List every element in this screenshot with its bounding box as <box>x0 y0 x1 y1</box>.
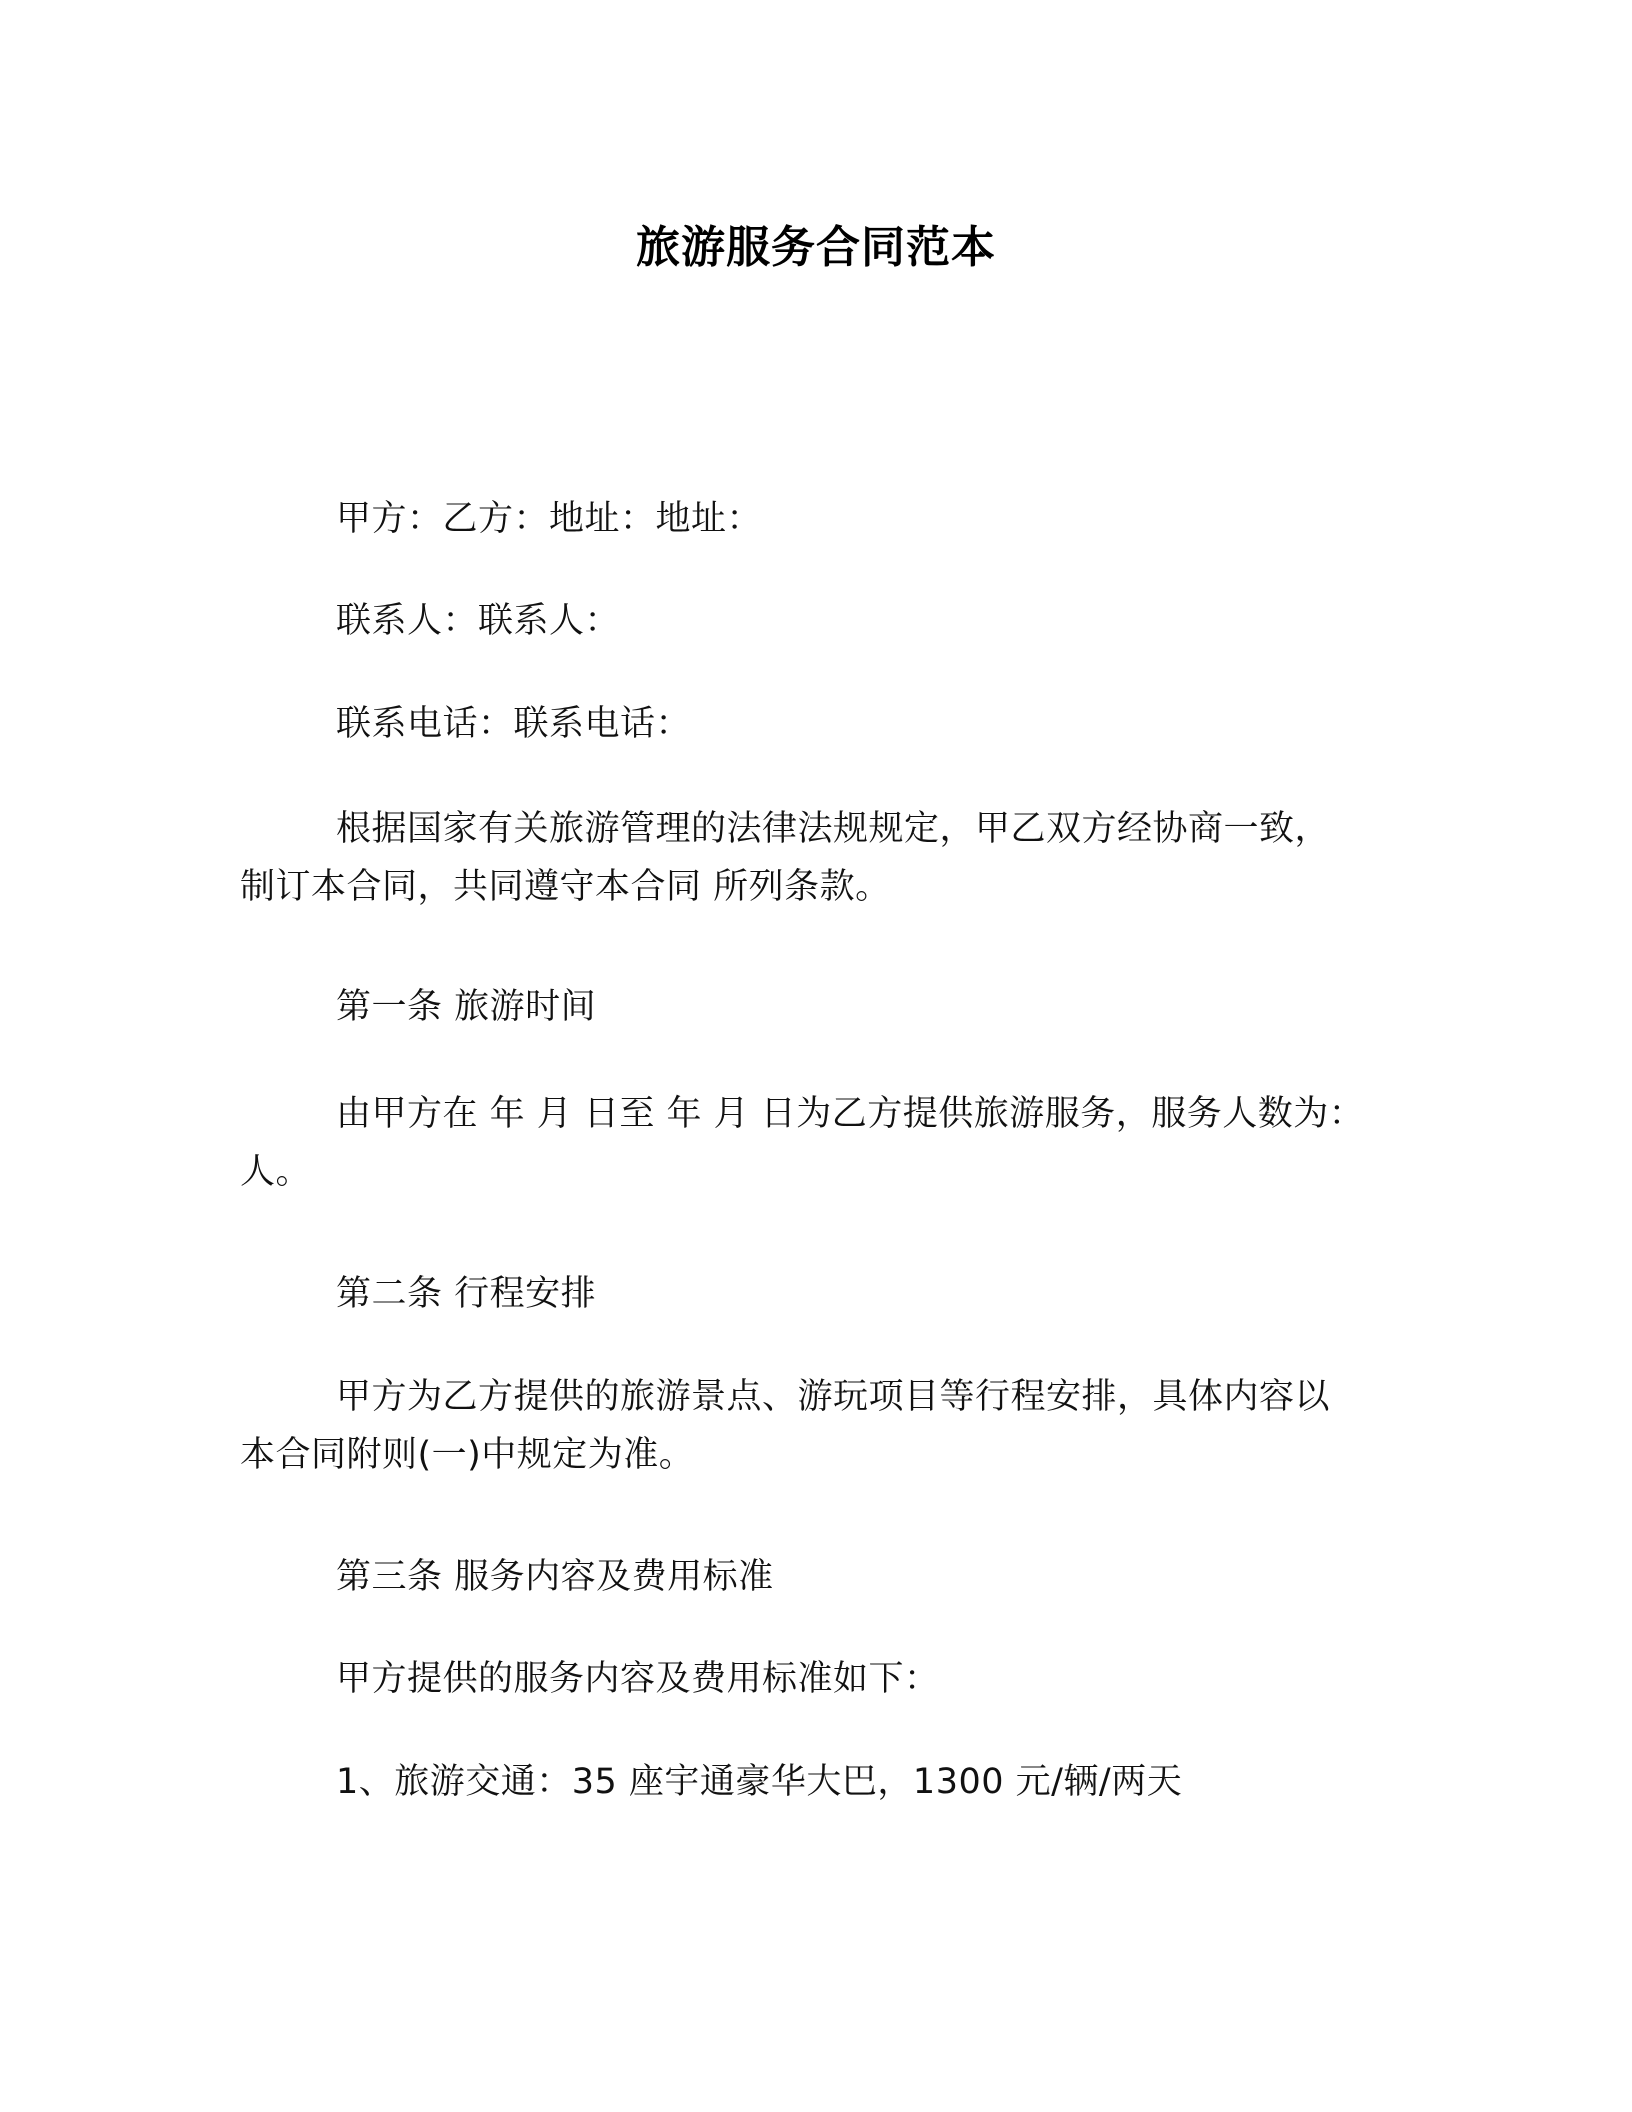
article3-intro-text: 甲方提供的服务内容及费用标准如下： <box>336 1659 940 1699</box>
phone-line <box>240 695 1380 753</box>
article1-line-2: 人。 <box>240 1152 312 1192</box>
article1-heading-text: 第一条 旅游时间 <box>336 987 597 1027</box>
document-title: 旅游服务合同范本 <box>636 222 996 273</box>
article2-line-1: 甲方为乙方提供的旅游景点、游玩项目等行程安排，具体内容以 <box>336 1377 1331 1417</box>
contact-text: 联系人：联系人： <box>336 601 621 641</box>
article3-item-1-text: 1、旅游交通：35 座宇通豪华大巴，1300 元/辆/两天 <box>336 1762 1183 1802</box>
article3-heading <box>240 1548 1380 1606</box>
contact-line <box>240 592 1380 650</box>
article1-heading <box>240 978 1380 1036</box>
preamble-paragraph <box>240 800 1380 916</box>
parties-line <box>240 490 1380 548</box>
parties-text: 甲方：乙方：地址：地址： <box>336 499 763 539</box>
phone-text: 联系电话：联系电话： <box>336 704 692 744</box>
article2-paragraph <box>240 1368 1380 1484</box>
article3-intro <box>240 1650 1380 1708</box>
article3-heading-text: 第三条 服务内容及费用标准 <box>336 1557 774 1597</box>
article1-paragraph <box>240 1085 1380 1201</box>
article3-item-1 <box>240 1753 1380 1811</box>
preamble-line-1: 根据国家有关旅游管理的法律法规规定，甲乙双方经协商一致， <box>336 809 1331 849</box>
article1-line-1: 由甲方在 年 月 日至 年 月 日为乙方提供旅游服务，服务人数为： <box>336 1094 1365 1134</box>
article2-line-2: 本合同附则(一)中规定为准。 <box>240 1435 695 1475</box>
preamble-line-2: 制订本合同，共同遵守本合同 所列条款。 <box>240 867 891 907</box>
article2-heading-text: 第二条 行程安排 <box>336 1274 597 1314</box>
article2-heading <box>240 1265 1380 1323</box>
